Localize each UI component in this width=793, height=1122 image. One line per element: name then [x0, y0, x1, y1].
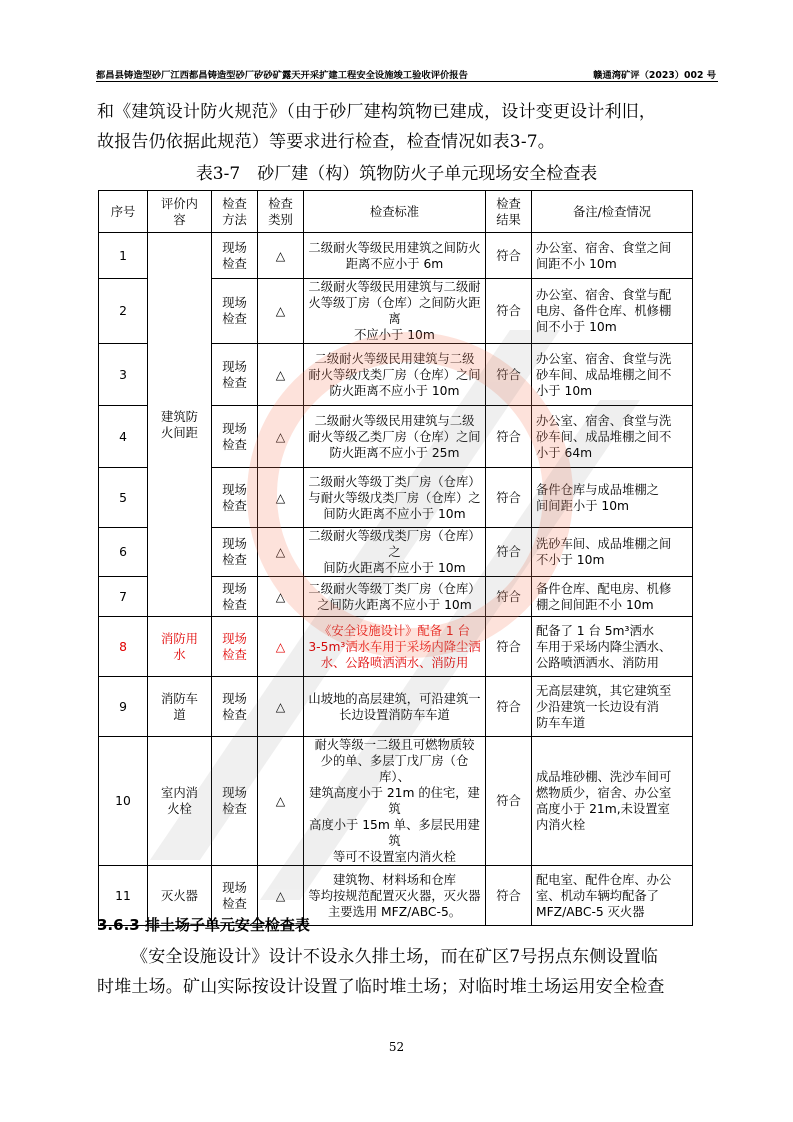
- header-standard: 检查标准: [304, 191, 486, 233]
- type-cell: △: [258, 233, 304, 279]
- standard-cell: 《安全设施设计》配备 1 台 3-5m³洒水车用于采场内降尘洒 水、公路喷洒洒水、消防用: [304, 617, 486, 677]
- header-result: 检查 结果: [486, 191, 532, 233]
- method-cell: 现场 检查: [212, 344, 258, 406]
- table-row: [99, 233, 693, 279]
- type-cell: △: [258, 677, 304, 737]
- type-cell: △: [258, 528, 304, 577]
- method-cell: 现场 检查: [212, 737, 258, 866]
- row-no: 9: [99, 677, 148, 737]
- table-header-row: [99, 191, 693, 233]
- type-cell: △: [258, 577, 304, 617]
- standard-cell: 二级耐火等级丁类厂房（仓库） 与耐火等级戊类厂房（仓库）之 间防火距离不应小于 10m: [304, 468, 486, 528]
- standard-cell: 二级耐火等级民用建筑之间防火 距离不应小于 6m: [304, 233, 486, 279]
- body-line-2: 时堆土场。矿山实际按设计设置了临时堆土场；对临时堆土场运用安全检查: [97, 977, 665, 997]
- header-type: 检查 类别: [258, 191, 304, 233]
- method-cell: 现场 检查: [212, 233, 258, 279]
- row-no: 10: [99, 737, 148, 866]
- result-cell: 符合: [486, 677, 532, 737]
- result-cell: 符合: [486, 406, 532, 468]
- body-paragraph: [97, 942, 722, 1002]
- running-header: [96, 63, 716, 81]
- item-cell: 消防车 道: [148, 677, 212, 737]
- standard-cell: 山坡地的高层建筑，可沿建筑一 长边设置消防车车道: [304, 677, 486, 737]
- method-cell: 现场 检查: [212, 866, 258, 926]
- type-cell: △: [258, 406, 304, 468]
- note-cell: 成品堆砂棚、洗沙车间可 燃物质少，宿舍、办公室 高度小于 21m,未设置室 内消火栓: [532, 737, 693, 866]
- row-no: 8: [99, 617, 148, 677]
- type-cell: △: [258, 617, 304, 677]
- result-cell: 符合: [486, 344, 532, 406]
- type-cell: △: [258, 737, 304, 866]
- standard-cell: 二级耐火等级民用建筑与二级 耐火等级戊类厂房（仓库）之间 防火距离不应小于 10m: [304, 344, 486, 406]
- table-row: [99, 617, 693, 677]
- item-cell: 消防用 水: [148, 617, 212, 677]
- item-cell: 灭火器: [148, 866, 212, 926]
- note-cell: 配电室、配件仓库、办公 室、机动车辆均配备了 MFZ/ABC-5 灭火器: [532, 866, 693, 926]
- method-cell: 现场 检查: [212, 528, 258, 577]
- row-no: 3: [99, 344, 148, 406]
- note-cell: 洗砂车间、成品堆棚之间 不小于 10m: [532, 528, 693, 577]
- method-cell: 现场 检查: [212, 677, 258, 737]
- note-cell: 办公室、宿舍、食堂与洗 砂车间、成品堆棚之间不 小于 10m: [532, 344, 693, 406]
- section-heading: 3.6.3 排土场子单元安全检查表: [97, 916, 310, 934]
- standard-cell: 二级耐火等级丁类厂房（仓库） 之间防火距离不应小于 10m: [304, 577, 486, 617]
- standard-cell: 建筑物、材料场和仓库 等均按规范配置灭火器，灭火器 主要选用 MFZ/ABC-5。: [304, 866, 486, 926]
- result-cell: 符合: [486, 866, 532, 926]
- header-note: 备注/检查情况: [532, 191, 693, 233]
- result-cell: 符合: [486, 279, 532, 344]
- intro-line-1: 和《建筑设计防火规范》（由于砂厂建构筑物已建成，设计变更设计利旧，: [97, 102, 657, 122]
- table-row: [99, 677, 693, 737]
- body-line-1: 《安全设施设计》设计不设永久排土场，而在矿区7号拐点东侧设置临: [131, 947, 659, 967]
- result-cell: 符合: [486, 468, 532, 528]
- method-cell: 现场 检查: [212, 468, 258, 528]
- row-no: 11: [99, 866, 148, 926]
- row-no: 7: [99, 577, 148, 617]
- page-number: 52: [388, 1040, 405, 1054]
- type-cell: △: [258, 468, 304, 528]
- header-rule: [96, 81, 718, 82]
- result-cell: 符合: [486, 577, 532, 617]
- table-caption: 表3-7 砂厂建（构）筑物防火子单元现场安全检查表: [195, 164, 598, 184]
- note-cell: 备件仓库与成品堆棚之 间间距小于 10m: [532, 468, 693, 528]
- table-row: [99, 737, 693, 866]
- header-no: 序号: [99, 191, 148, 233]
- type-cell: △: [258, 279, 304, 344]
- row-no: 5: [99, 468, 148, 528]
- result-cell: 符合: [486, 233, 532, 279]
- note-cell: 无高层建筑，其它建筑至 少沿建筑一长边设有消 防车车道: [532, 677, 693, 737]
- item-cell: 室内消 火栓: [148, 737, 212, 866]
- method-cell: 现场 检查: [212, 406, 258, 468]
- standard-cell: 二级耐火等级戊类厂房（仓库）之 间防火距离不应小于 10m: [304, 528, 486, 577]
- header-item: 评价内 容: [148, 191, 212, 233]
- note-cell: 办公室、宿舍、食堂与配 电房、备件仓库、机修棚 间不小于 10m: [532, 279, 693, 344]
- row-no: 1: [99, 233, 148, 279]
- standard-cell: 二级耐火等级民用建筑与二级 耐火等级乙类厂房（仓库）之间 防火距离不应小于 25m: [304, 406, 486, 468]
- fire-safety-check-table: [98, 190, 693, 926]
- row-no: 4: [99, 406, 148, 468]
- header-report-number: 赣通湾矿评（2023）002 号: [593, 70, 716, 81]
- method-cell: 现场 检查: [212, 617, 258, 677]
- result-cell: 符合: [486, 528, 532, 577]
- standard-cell: 耐火等级一二级且可燃物质较 少的单、多层丁戊厂房（仓库）、 建筑高度小于 21m 的住宅，建筑 高度小于 15m 单、多层民用建筑 等可不设置室内消火栓: [304, 737, 486, 866]
- note-cell: 办公室、宿舍、食堂与洗 砂车间、成品堆棚之间不 小于 64m: [532, 406, 693, 468]
- row-no: 6: [99, 528, 148, 577]
- method-cell: 现场 检查: [212, 279, 258, 344]
- standard-cell: 二级耐火等级民用建筑与二级耐 火等级丁房（仓库）之间防火距离 不应小于 10m: [304, 279, 486, 344]
- header-report-title: 都昌县铸造型砂厂江西都昌铸造型砂厂矽砂矿露天开采扩建工程安全设施竣工验收评价报告: [96, 70, 468, 81]
- note-cell: 办公室、宿舍、食堂之间 间距不小 10m: [532, 233, 693, 279]
- group-fire-distance: 建筑防 火间距: [148, 233, 212, 617]
- intro-line-2: 故报告仍依据此规范）等要求进行检查，检查情况如表3-7。: [97, 132, 555, 152]
- note-cell: 备件仓库、配电房、机修 棚之间间距不小 10m: [532, 577, 693, 617]
- header-method: 检查 方法: [212, 191, 258, 233]
- type-cell: △: [258, 866, 304, 926]
- result-cell: 符合: [486, 737, 532, 866]
- result-cell: 符合: [486, 617, 532, 677]
- intro-paragraph: [97, 97, 722, 157]
- note-cell: 配备了 1 台 5m³洒水 车用于采场内降尘洒水、 公路喷洒洒水、消防用: [532, 617, 693, 677]
- method-cell: 现场 检查: [212, 577, 258, 617]
- row-no: 2: [99, 279, 148, 344]
- type-cell: △: [258, 344, 304, 406]
